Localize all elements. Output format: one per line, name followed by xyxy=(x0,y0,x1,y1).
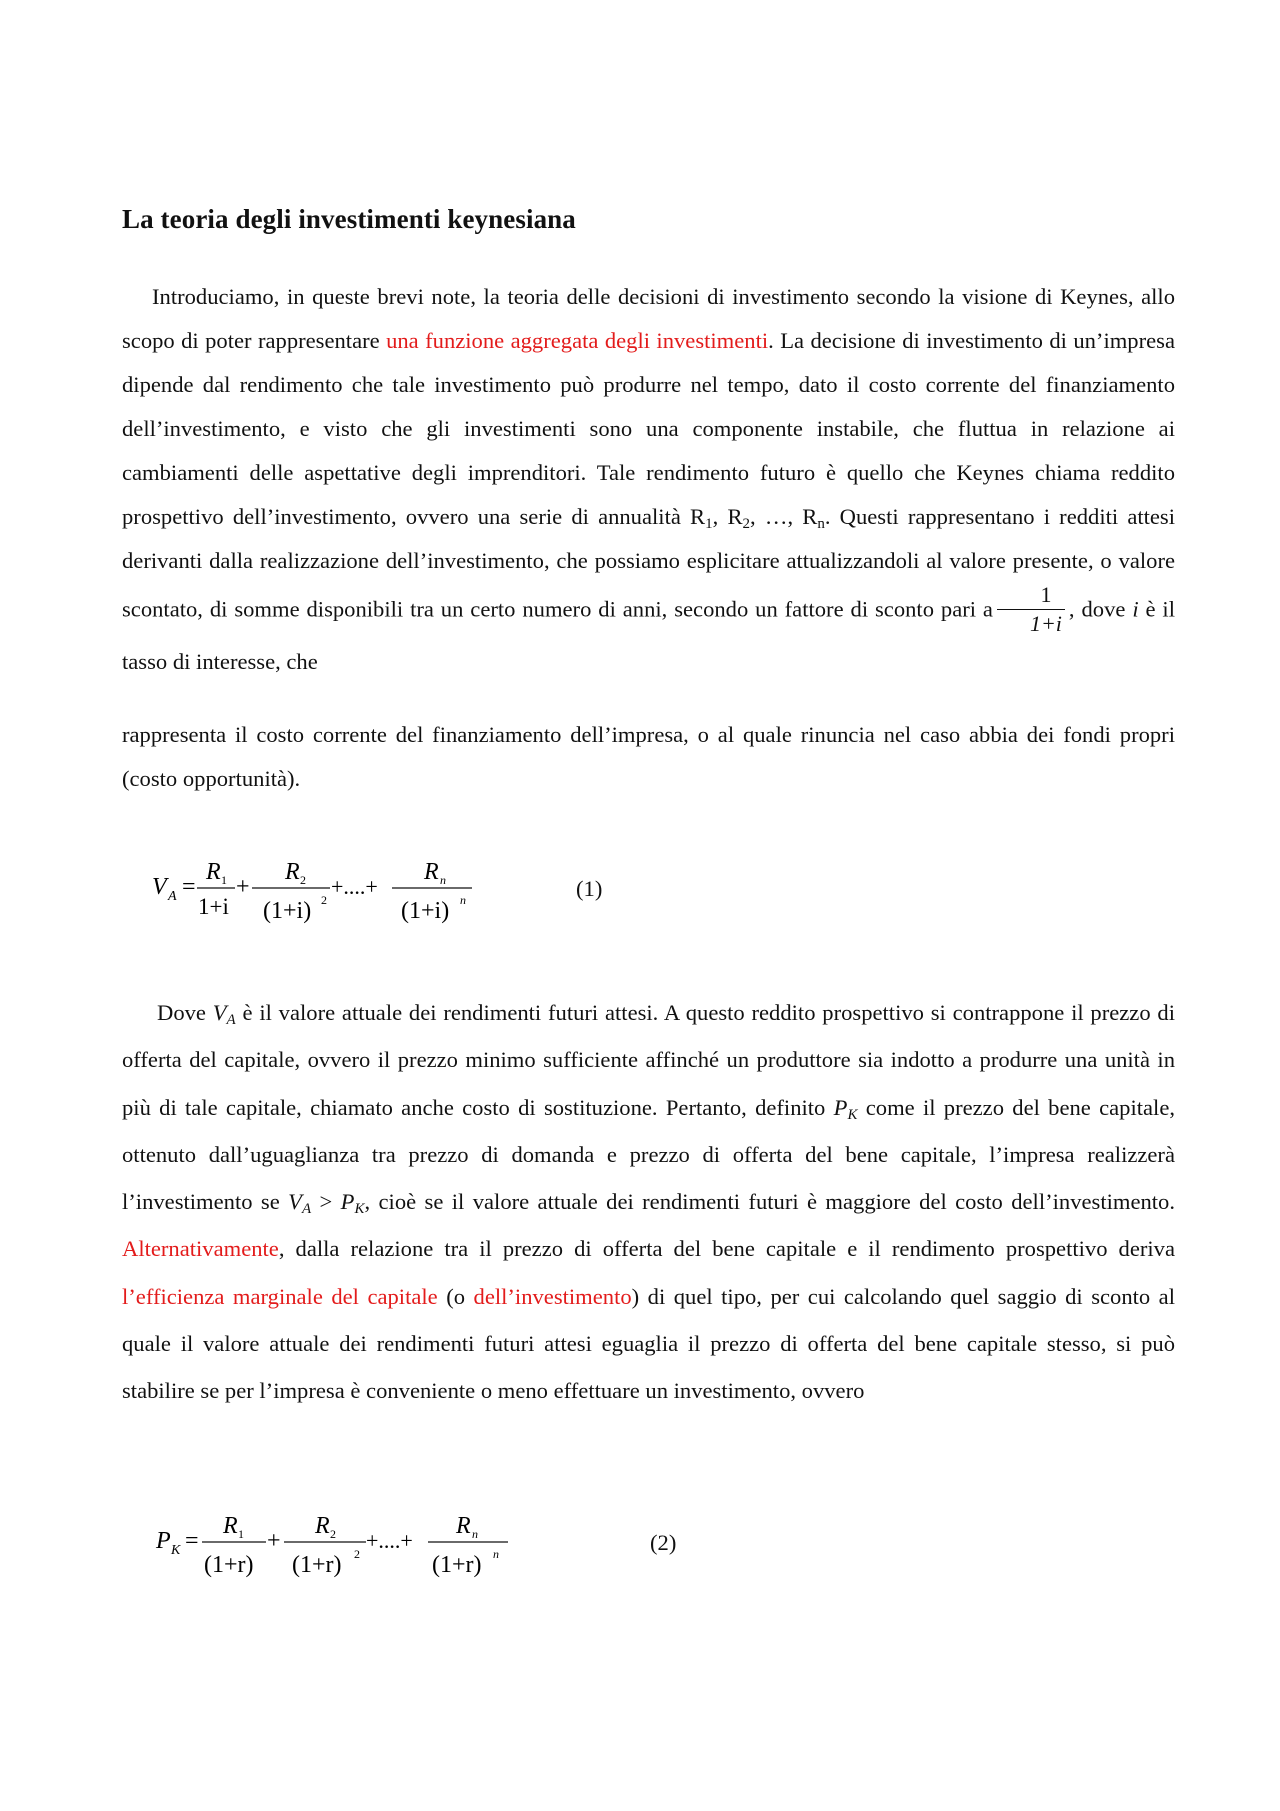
svg-text:=: = xyxy=(182,874,196,900)
eq2-t1-num: R xyxy=(223,1513,238,1539)
svg-text:+: + xyxy=(236,874,250,900)
highlight-investment: dell’investimento xyxy=(473,1283,632,1309)
svg-text:n: n xyxy=(472,1527,478,1541)
eq2-lhs: P xyxy=(156,1528,171,1554)
paragraph-discussion: Dove $V_A$ è il valore attuale dei rendimenti futuri attesi. A questo reddito prospettivo si contrappone il prezzo di offerta del capitale, ovvero il prezzo minimo sufficiente affinché un produttore sia indotto a produrre una unità in più di tale capitale, chiamato anche costo di sostituzione. Pertanto, definito $P_K$ come il prezzo del bene capitale, ottenuto dall’uguaglianza tra prezzo di domanda e prezzo di offerta del bene capitale, l’impresa realizzerà l’investimento se $V_A > P_K$, cioè se il valore attuale dei rendimenti futuri è maggiore del costo dell’investimento. Alternativamente, dalla relazione tra il prezzo di offerta del bene capitale e il rendimento prospettivo deriva l’efficienza marginale del capitale (o dell’investimento) di quel tipo, per cui calcolando quel saggio di sconto al quale il valore attuale dei rendimenti futuri attesi eguaglia il prezzo di offerta del bene capitale stesso, si può stabilire se per l’impresa è conveniente o meno effettuare un investimento, ovvero xyxy=(122,1000,1176,1404)
eq2-t1-den: (1+r) xyxy=(204,1552,254,1578)
eq1-dots: +....+ xyxy=(331,874,378,899)
svg-text:n: n xyxy=(440,873,446,887)
svg-text:n: n xyxy=(493,1547,499,1561)
discount-factor-fraction: $\frac{1}{1+i}$ xyxy=(997,581,1065,638)
svg-text:1: 1 xyxy=(221,873,227,887)
svg-text:1: 1 xyxy=(238,1527,244,1541)
equation-2 xyxy=(122,1512,512,1602)
eq1-t2-den: (1+i) xyxy=(263,898,312,924)
page-title: La teoria degli investimenti keynesiana xyxy=(122,204,576,234)
svg-text:n: n xyxy=(460,893,466,907)
svg-text:2: 2 xyxy=(354,1547,360,1561)
paragraph-intro: Introduciamo, in queste brevi note, la teoria delle decisioni di investimento secondo la visione di Keynes, allo scopo di poter rappresentare una funzione aggregata degli investimenti. La decisione di investimento di un’impresa dipende dal rendimento che tale investimento può produrre nel tempo, dato il costo corrente del finanziamento dell’investimento, e visto che gli investimenti sono una componente instabile, che fluttua in relazione ai cambiamenti delle aspettative degli imprenditori. Tale rendimento futuro è quello che Keynes chiama reddito prospettivo dell’investimento, ovvero una serie di annualità $R_1$, $R_2$, …, $R_n$. Questi rappresentano i redditi attesi derivanti dalla realizzazione dell’investimento, che possiamo esplicitare attualizzandoli al valore presente, o valore scontato, di somme disponibili tra un certo numero di anni, secondo un fattore di sconto pari a $\frac{1}{1+i}$ , dove i è il tasso di interesse, che xyxy=(122,284,1176,674)
equation-2-number: (2) xyxy=(650,1530,677,1555)
svg-text:2: 2 xyxy=(330,1527,336,1541)
svg-text:=: = xyxy=(185,1528,199,1554)
equation-1-number: (1) xyxy=(576,876,603,901)
highlight-aggregate-function: una funzione aggregata degli investimenti xyxy=(386,328,769,353)
eq2-lhs-sub: K xyxy=(171,1543,181,1558)
eq1-t2-num: R xyxy=(285,859,300,885)
eq2-t2-den: (1+r) xyxy=(292,1552,342,1578)
eq2-t2-num: R xyxy=(315,1513,330,1539)
eq1-tn-num: R xyxy=(424,859,439,885)
svg-text:2: 2 xyxy=(321,893,327,907)
eq1-lhs: V xyxy=(152,874,167,900)
eq1-lhs-sub: A xyxy=(168,889,177,904)
eq2-tn-num: R xyxy=(456,1513,471,1539)
svg-text:2: 2 xyxy=(300,873,306,887)
eq1-tn-den: (1+i) xyxy=(401,898,450,924)
paragraph-cost: rappresenta il costo corrente del finanziamento dell’impresa, o al quale rinuncia nel caso abbia dei fondi propri (costo opportunità). xyxy=(122,722,1175,791)
highlight-alternatively: Alternativamente xyxy=(122,1236,279,1262)
svg-text:+: + xyxy=(267,1528,281,1554)
eq2-tn-den: (1+r) xyxy=(432,1552,482,1578)
eq1-t1-num: R xyxy=(206,859,221,885)
eq1-t1-den: 1+i xyxy=(198,894,229,919)
eq2-dots: +....+ xyxy=(366,1528,413,1553)
highlight-marginal-efficiency: l’efficienza marginale del capitale xyxy=(122,1283,438,1309)
equation-1 xyxy=(122,858,466,948)
